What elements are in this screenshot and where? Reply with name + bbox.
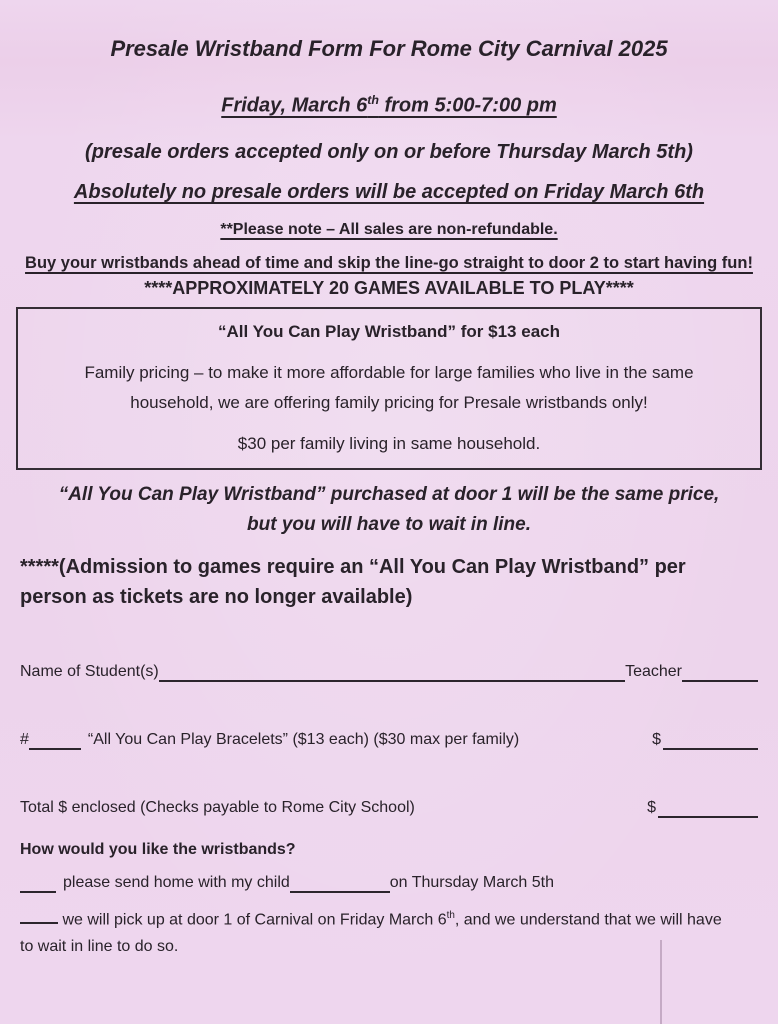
total-enclosed-label: Total $ enclosed (Checks payable to Rome City School) <box>20 798 415 816</box>
student-name-blank-field <box>159 664 625 682</box>
bracelet-price-label: “All You Can Play Bracelets” ($13 each) ($30 max per family) <box>87 730 520 748</box>
family-pricing-text-line1: Family pricing – to make it more affordable for large families who live in the same <box>84 362 694 382</box>
child-name-blank-field <box>290 875 390 893</box>
scanner-streak-artifact <box>660 940 662 1024</box>
page-title: Presale Wristband Form For Rome City Carnival 2025 <box>110 36 668 61</box>
total-enclosed-row <box>20 798 758 818</box>
door1-price-note-line2: but you will have to wait in line. <box>247 513 531 535</box>
quantity-blank-field <box>29 732 81 750</box>
admission-requirement-note <box>20 552 758 612</box>
family-pricing-text-line2: household, we are offering family pricing for Presale wristbands only! <box>130 392 648 412</box>
total-amount-dollar-sign: $ <box>647 798 656 816</box>
pickup-checkbox-blank <box>20 906 58 924</box>
pickup-option-text-continued: , and we understand that we will have <box>454 910 722 928</box>
pricing-box <box>16 307 762 470</box>
presale-deadline-note: (presale orders accepted only on or before Thursday March 5th) <box>85 140 693 163</box>
student-name-label: Name of Student(s) <box>20 662 159 680</box>
teacher-label: Teacher <box>625 662 682 680</box>
buy-ahead-note: Buy your wristbands ahead of time and skip the line-go straight to door 2 to start having fun! <box>25 253 753 272</box>
date-ordinal-superscript: th <box>367 93 379 107</box>
pickup-option-text: we will pick up at door 1 of Carnival on Friday March 6 <box>62 910 447 928</box>
bracelet-amount-dollar-sign: $ <box>652 730 661 748</box>
pickup-date-ordinal-superscript: th <box>446 909 455 921</box>
event-time-text: from 5:00-7:00 pm <box>378 94 557 117</box>
admission-requirement-line2: person as tickets are no longer available) <box>20 585 413 608</box>
send-home-date-text: on Thursday March 5th <box>389 873 555 891</box>
family-price-text: $30 per family living in same household. <box>237 433 541 453</box>
wristband-delivery-question <box>20 840 758 860</box>
wristband-price-heading: “All You Can Play Wristband” for $13 each <box>218 321 560 341</box>
pickup-option-text-line2: to wait in line to do so. <box>20 937 179 955</box>
total-amount-blank-field <box>658 800 758 818</box>
bracelet-quantity-row <box>20 730 758 750</box>
send-home-checkbox-blank <box>20 875 56 893</box>
teacher-blank-field <box>682 664 758 682</box>
games-available-banner: ****APPROXIMATELY 20 GAMES AVAILABLE TO PLAY**** <box>144 277 634 298</box>
event-date-line <box>20 88 758 118</box>
quantity-hash-label: # <box>20 730 29 748</box>
no-presale-warning: Absolutely no presale orders will be accepted on Friday March 6th <box>73 180 705 203</box>
bracelet-amount-blank-field <box>663 732 758 750</box>
pickup-option-row <box>20 902 758 960</box>
send-home-option-text: please send home with my child <box>63 873 290 891</box>
door1-price-note <box>20 480 758 540</box>
door1-price-note-line1: “All You Can Play Wristband” purchased at door 1 will be the same price, <box>58 483 720 505</box>
event-date-text: Friday, March 6 <box>221 94 368 117</box>
non-refundable-note: **Please note – All sales are non-refundable. <box>220 220 558 238</box>
student-name-row <box>20 662 758 682</box>
send-home-option-row <box>20 873 758 893</box>
wristband-delivery-question-label: How would you like the wristbands? <box>20 840 296 858</box>
admission-requirement-line1: *****(Admission to games require an “All You Can Play Wristband” per <box>20 555 686 578</box>
